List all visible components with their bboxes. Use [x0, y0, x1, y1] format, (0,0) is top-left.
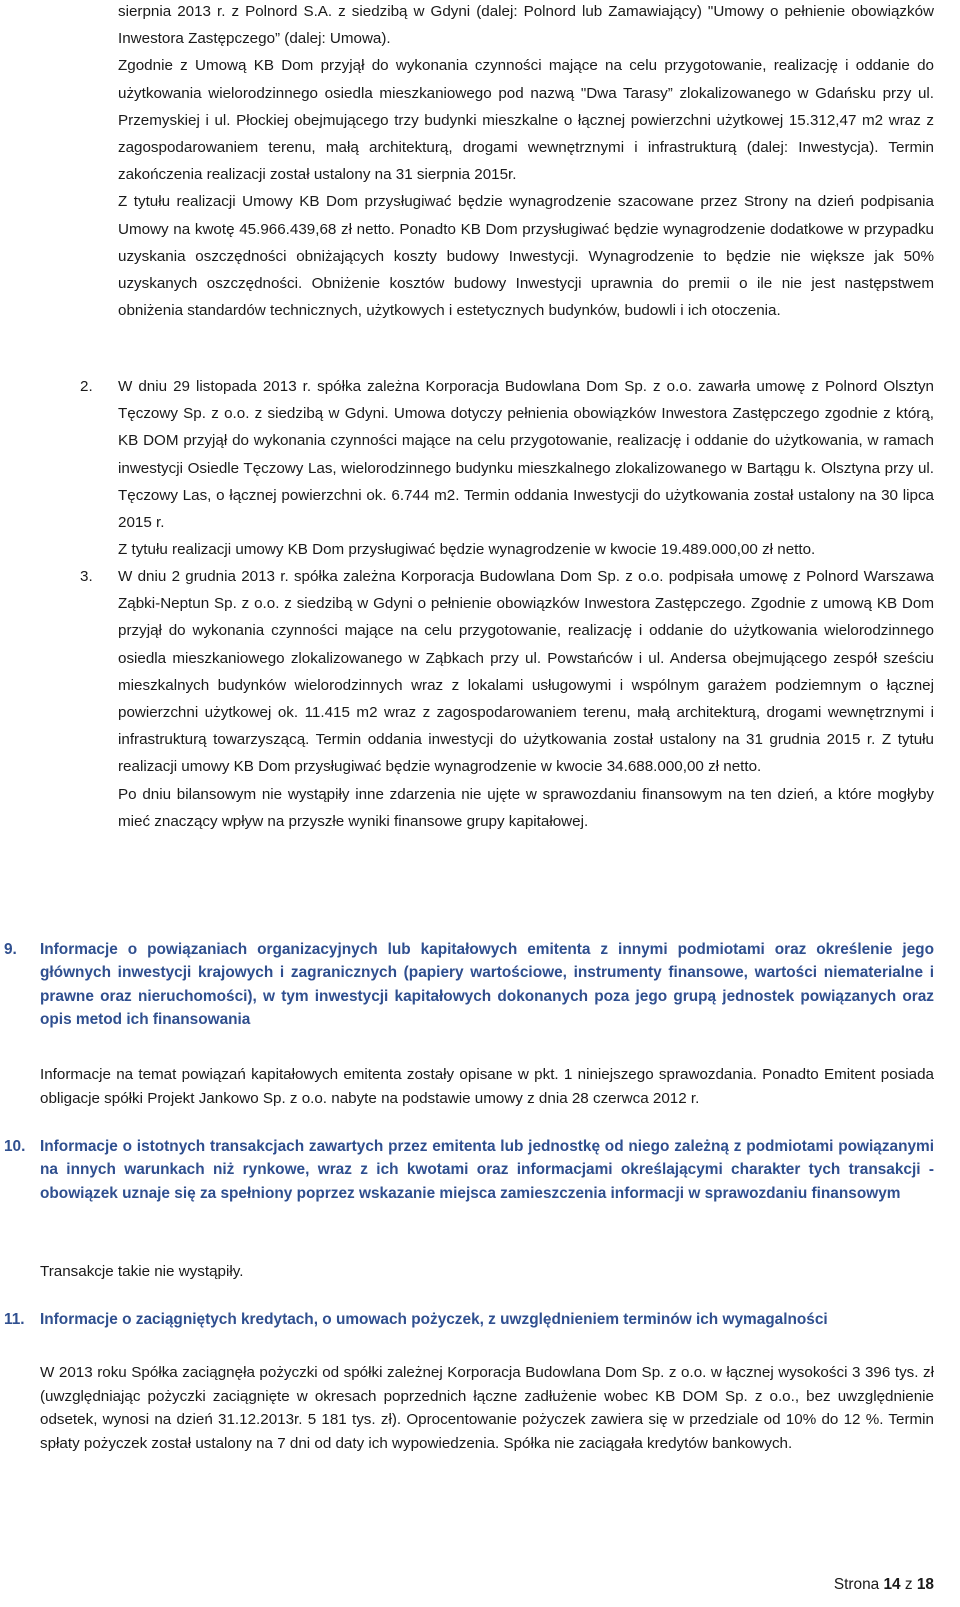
- section-number: 11.: [4, 1311, 25, 1328]
- section-heading: Informacje o istotnych transakcjach zawartych przez emitenta lub jednostkę od niego zależną z podmiotami powiązanymi na innych warunkach niż rynkowe, wraz z ich kwotami oraz informacjami określającymi charakter tych transakcji - obowiązek uznaje się za spełniony poprzez wskazanie miejsca zamieszczenia informacji w sprawozdaniu finansowym: [40, 1138, 934, 1202]
- list-item-number: 3.: [80, 568, 93, 585]
- post-balance-text: Po dniu bilansowym nie wystąpiły inne zdarzenia nie ujęte w sprawozdaniu finansowym na ten dzień, a które mogłyby mieć znaczący wpływ na przyszłe wyniki finansowe grupy kapitałowej.: [118, 785, 934, 830]
- list-item: [0, 373, 934, 563]
- intro-paragraph: Zgodnie z Umową KB Dom przyjął do wykonania czynności mające na celu przygotowanie, realizację i oddanie do użytkowania wielorodzinnego osiedla mieszkaniowego pod nazwą "Dwa Tarasy” zlokalizowanego w Gdańsku przy ul. Przemyskiej i ul. Płockiej obejmującego trzy budynki mieszkalne o łącznej powierzchni użytkowej 15.312,47 m2 wraz z zagospodarowaniem terenu, małą architekturą, drogami wewnętrznymi i infrastrukturą (dalej: Inwestycja). Termin zakończenia realizacji został ustalony na 31 sierpnia 2015r.: [118, 57, 934, 184]
- page-footer: [834, 1576, 934, 1594]
- section-11: [0, 1308, 934, 1331]
- section-body: Informacje na temat powiązań kapitałowych emitenta zostały opisane w pkt. 1 niniejszego sprawozdania. Ponadto Emitent posiada obligacje spółki Projekt Jankowo Sp. z o.o. nabyte na podstawie umowy z dnia 28 czerwca 2012 r.: [40, 1066, 934, 1107]
- footer-label: Strona: [833, 1576, 880, 1593]
- section-body: Transakcje takie nie wystąpiły.: [40, 1263, 244, 1280]
- footer-page-number: 14: [883, 1576, 901, 1593]
- list-item-text: Z tytułu realizacji umowy KB Dom przysługiwać będzie wynagrodzenie w kwocie 19.489.000,00 zł netto.: [118, 541, 816, 559]
- intro-paragraph: Z tytułu realizacji Umowy KB Dom przysługiwać będzie wynagrodzenie szacowane przez Strony na dzień podpisania Umowy na kwotę 45.966.439,68 zł netto. Ponadto KB Dom przysługiwać będzie wynagrodzenie dodatkowe w przypadku uzyskania oszczędności obniżających koszty budowy Inwestycji. Wynagrodzenie to będzie nie większe jak 50% uzyskanych oszczędności. Obniżenie kosztów budowy Inwestycji uprawnia do premii o ile nie jest następstwem obniżenia standardów technicznych, użytkowych i estetycznych budynków, budowli i ich otoczenia.: [118, 193, 934, 320]
- section-number: 10.: [4, 1138, 26, 1155]
- section-heading: Informacje o powiązaniach organizacyjnych lub kapitałowych emitenta z innymi podmiotami oraz określenie jego głównych inwestycji krajowych i zagranicznych (papiery wartościowe, instrumenty finansowe, wartości niematerialne i prawne oraz nieruchomości), w tym inwestycji kapitałowych dokonanych poza jego grupą jednostek powiązanych oraz opis metod ich finansowania: [40, 941, 934, 1029]
- footer-page-total: 18: [916, 1576, 934, 1593]
- intro-line: sierpnia 2013 r. z Polnord S.A. z siedzibą w Gdyni (dalej: Polnord lub Zamawiający) "Umowy o pełnienie obowiązków Inwestora Zastępczego” (dalej: Umowa).: [118, 3, 934, 48]
- section-9: [0, 938, 934, 1032]
- section-10: [0, 1135, 934, 1205]
- list-item-text: W dniu 2 grudnia 2013 r. spółka zależna Korporacja Budowlana Dom Sp. z o.o. podpisała umowę z Polnord Warszawa Ząbki-Neptun Sp. z o.o. z siedzibą w Gdyni o pełnienie obowiązków Inwestora Zastępczego. Zgodnie z umową KB Dom przyjął do wykonania czynności mające na celu przygotowanie, realizację i oddanie do użytkowania wielorodzinnego osiedla mieszkaniowego zlokalizowanego w Ząbkach przy ul. Powstańców i ul. Andersa obejmującego zespół sześciu mieszkalnych budynków wielorodzinnych wraz z lokalami usługowymi i wspólnym garażem podziemnym o łącznej powierzchni użytkowej ok. 11.415 m2 wraz z zagospodarowaniem terenu, małą architekturą, drogami wewnętrznymi i infrastrukturą towarzyszącą. Termin oddania inwestycji do użytkowania został ustalony na 31 grudnia 2015 r. Z tytułu realizacji umowy KB Dom przysługiwać będzie wynagrodzenie w kwocie 34.688.000,00 zł netto.: [118, 568, 934, 776]
- section-heading: Informacje o zaciągniętych kredytach, o umowach pożyczek, z uwzględnieniem terminów ich wymagalności: [40, 1311, 828, 1328]
- intro-block: [118, 0, 934, 324]
- section-body: W 2013 roku Spółka zaciągnęła pożyczki od spółki zależnej Korporacja Budowlana Dom Sp. z o.o. w łącznej wysokości 3 396 tys. zł (uwzględniając pożyczki zaciągnięte w okresach poprzednich łączne zadłużenie wobec KB DOM Sp. z o.o., bez uwzględnienie odsetek, wynosi na dzień 31.12.2013r. 5 181 tys. zł). Oprocentowanie pożyczek zawiera się w przedziale od 10% do 12 %. Termin spłaty pożyczek został ustalony na 7 dni od daty ich wypowiedzenia. Spółka nie zaciągała kredytów bankowych.: [40, 1364, 934, 1452]
- list-item-number: 2.: [80, 378, 93, 395]
- footer-separator: z: [904, 1576, 913, 1593]
- section-number: 9.: [4, 941, 17, 958]
- list-item: [0, 563, 934, 835]
- list-item-text: W dniu 29 listopada 2013 r. spółka zależna Korporacja Budowlana Dom Sp. z o.o. zawarła umowę z Polnord Olsztyn Tęczowy Sp. z o.o. z siedzibą w Gdyni. Umowa dotyczy pełnienia obowiązków Inwestora Zastępczego zgodnie z którą, KB DOM przyjął do wykonania czynności mające na celu przygotowanie, realizację i oddanie do użytkowania, w ramach inwestycji Osiedle Tęczowy Las, wielorodzinnego budynku mieszkalnego zlokalizowanego w Bartągu k. Olsztyna przy ul. Tęczowy Las, o łącznej powierzchni ok. 6.744 m2. Termin oddania Inwestycji do użytkowania został ustalony na 30 lipca 2015 r.: [118, 378, 934, 532]
